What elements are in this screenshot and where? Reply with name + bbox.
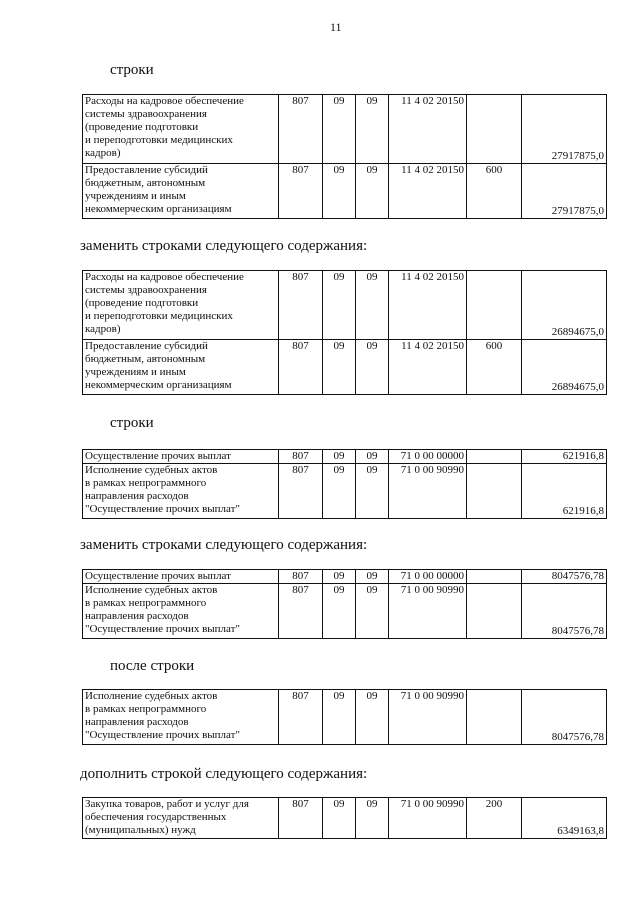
row-csr: 11 4 02 20150 xyxy=(389,164,467,219)
row-rz: 09 xyxy=(323,95,356,164)
table-row xyxy=(83,95,607,164)
row-vr xyxy=(467,584,522,639)
row-grbs: 807 xyxy=(279,798,323,839)
row-vr xyxy=(467,690,522,745)
budget-table-anchor xyxy=(82,689,607,745)
row-vr xyxy=(467,271,522,340)
heading-rows: строки xyxy=(110,415,154,431)
row-sum: 8047576,78 xyxy=(522,584,607,639)
row-pr: 09 xyxy=(356,340,389,395)
budget-table-replacement-1 xyxy=(82,270,607,395)
row-grbs: 807 xyxy=(279,340,323,395)
row-name: Предоставление субсидий бюджетным, автономным учреждениям и иным некоммерческим организациям xyxy=(83,164,279,219)
table-row xyxy=(83,340,607,395)
row-sum: 6349163,8 xyxy=(522,798,607,839)
heading-replace: заменить строками следующего содержания: xyxy=(80,537,368,553)
row-csr: 71 0 00 00000 xyxy=(389,450,467,464)
row-rz: 09 xyxy=(323,271,356,340)
heading-rows: строки xyxy=(110,62,154,78)
row-vr xyxy=(467,464,522,519)
row-pr: 09 xyxy=(356,164,389,219)
table-row xyxy=(83,690,607,745)
row-sum: 26894675,0 xyxy=(522,271,607,340)
table-row xyxy=(83,464,607,519)
heading-after-row: после строки xyxy=(110,658,195,674)
table-row xyxy=(83,271,607,340)
table-row xyxy=(83,584,607,639)
row-pr: 09 xyxy=(356,464,389,519)
budget-table-original-2 xyxy=(82,449,607,519)
heading-replace: заменить строками следующего содержания: xyxy=(80,238,368,254)
row-grbs: 807 xyxy=(279,570,323,584)
row-name: Исполнение судебных актов в рамках непрограммного направления расходов "Осуществление прочих выплат" xyxy=(83,584,279,639)
row-grbs: 807 xyxy=(279,95,323,164)
row-rz: 09 xyxy=(323,450,356,464)
row-pr: 09 xyxy=(356,798,389,839)
row-sum: 26894675,0 xyxy=(522,340,607,395)
row-vr: 600 xyxy=(467,340,522,395)
row-csr: 71 0 00 90990 xyxy=(389,798,467,839)
budget-table-original-1 xyxy=(82,94,607,219)
row-sum: 27917875,0 xyxy=(522,95,607,164)
row-pr: 09 xyxy=(356,450,389,464)
row-name: Расходы на кадровое обеспечение системы здравоохранения (проведение подготовки и переподготовки медицинских кадров) xyxy=(83,95,279,164)
row-grbs: 807 xyxy=(279,450,323,464)
row-name: Осуществление прочих выплат xyxy=(83,570,279,584)
budget-table-replacement-2 xyxy=(82,569,607,639)
row-rz: 09 xyxy=(323,690,356,745)
budget-table-append xyxy=(82,797,607,839)
row-sum: 8047576,78 xyxy=(522,690,607,745)
row-name: Предоставление субсидий бюджетным, автономным учреждениям и иным некоммерческим организациям xyxy=(83,340,279,395)
row-sum: 621916,8 xyxy=(522,450,607,464)
row-csr: 71 0 00 90990 xyxy=(389,690,467,745)
row-csr: 11 4 02 20150 xyxy=(389,340,467,395)
row-pr: 09 xyxy=(356,271,389,340)
row-rz: 09 xyxy=(323,570,356,584)
row-grbs: 807 xyxy=(279,584,323,639)
row-sum: 27917875,0 xyxy=(522,164,607,219)
table-row xyxy=(83,570,607,584)
row-vr xyxy=(467,570,522,584)
table-row xyxy=(83,450,607,464)
row-name: Закупка товаров, работ и услуг для обеспечения государственных (муниципальных) нужд xyxy=(83,798,279,839)
row-rz: 09 xyxy=(323,464,356,519)
row-vr xyxy=(467,95,522,164)
row-vr: 200 xyxy=(467,798,522,839)
row-name: Исполнение судебных актов в рамках непрограммного направления расходов "Осуществление прочих выплат" xyxy=(83,464,279,519)
row-rz: 09 xyxy=(323,340,356,395)
table-row xyxy=(83,164,607,219)
row-csr: 11 4 02 20150 xyxy=(389,95,467,164)
row-rz: 09 xyxy=(323,164,356,219)
row-grbs: 807 xyxy=(279,464,323,519)
page-number: 11 xyxy=(330,20,342,34)
row-vr xyxy=(467,450,522,464)
row-vr: 600 xyxy=(467,164,522,219)
row-name: Расходы на кадровое обеспечение системы здравоохранения (проведение подготовки и переподготовки медицинских кадров) xyxy=(83,271,279,340)
row-csr: 11 4 02 20150 xyxy=(389,271,467,340)
row-grbs: 807 xyxy=(279,271,323,340)
row-sum: 621916,8 xyxy=(522,464,607,519)
row-rz: 09 xyxy=(323,584,356,639)
row-pr: 09 xyxy=(356,584,389,639)
row-grbs: 807 xyxy=(279,164,323,219)
row-pr: 09 xyxy=(356,690,389,745)
row-name: Исполнение судебных актов в рамках непрограммного направления расходов "Осуществление прочих выплат" xyxy=(83,690,279,745)
row-csr: 71 0 00 90990 xyxy=(389,584,467,639)
row-sum: 8047576,78 xyxy=(522,570,607,584)
heading-append: дополнить строкой следующего содержания: xyxy=(80,766,368,782)
row-name: Осуществление прочих выплат xyxy=(83,450,279,464)
row-csr: 71 0 00 90990 xyxy=(389,464,467,519)
row-grbs: 807 xyxy=(279,690,323,745)
row-pr: 09 xyxy=(356,570,389,584)
row-pr: 09 xyxy=(356,95,389,164)
row-rz: 09 xyxy=(323,798,356,839)
row-csr: 71 0 00 00000 xyxy=(389,570,467,584)
table-row xyxy=(83,798,607,839)
